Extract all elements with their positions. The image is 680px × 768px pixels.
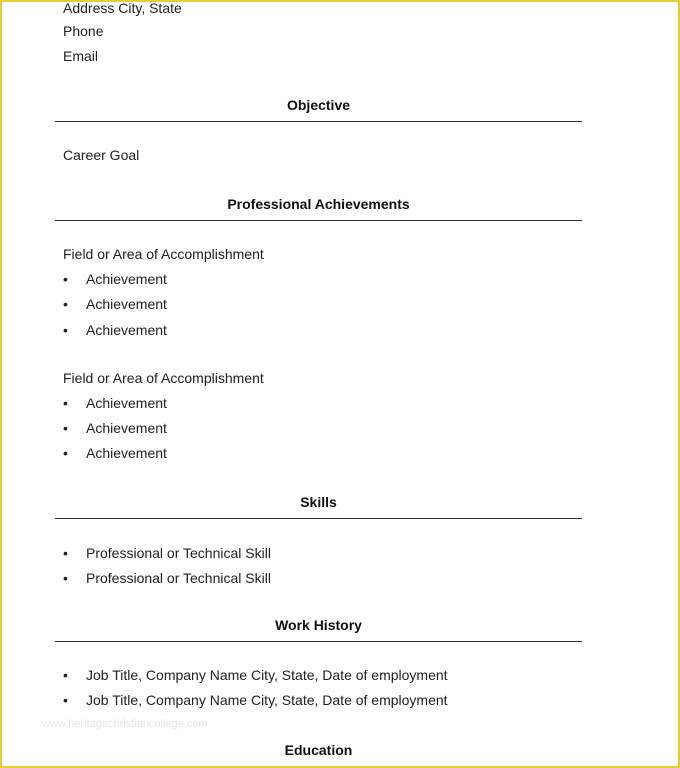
achievements-heading: Professional Achievements [227,196,410,212]
achievement-item [63,295,167,313]
work-history-item [63,691,448,709]
achievement-item [63,270,167,288]
contact-address: Address City, State [63,0,182,16]
bullet-icon: • [63,570,68,586]
career-goal-text: Career Goal [63,147,140,163]
achievement-label: Achievement [86,420,167,436]
achievement-label: Achievement [86,322,167,338]
job-entry-label: Job Title, Company Name City, State, Date of employment [86,667,448,683]
achievement-label: Achievement [86,395,167,411]
achievement-field-1: Field or Area of Accomplishment [63,246,264,262]
bullet-icon: • [63,271,68,287]
contact-phone: Phone [63,23,104,39]
work-history-heading: Work History [275,617,362,633]
skill-item [63,569,271,587]
achievement-item [63,394,167,412]
achievement-item [63,444,167,462]
watermark-text: www.heritagechristiancollege.com [42,718,208,730]
bullet-icon: • [63,296,68,312]
bullet-icon: • [63,667,68,683]
objective-heading: Objective [286,97,351,113]
education-heading: Education [284,742,353,758]
objective-divider [55,121,582,122]
achievement-label: Achievement [86,445,167,461]
achievement-label: Achievement [86,296,167,312]
bullet-icon: • [63,322,68,338]
skill-label: Professional or Technical Skill [86,545,271,561]
bullet-icon: • [63,692,68,708]
achievement-label: Achievement [86,271,167,287]
achievement-field-2: Field or Area of Accomplishment [63,370,264,386]
achievements-divider [55,220,582,221]
contact-email: Email [63,48,99,64]
skills-divider [55,518,582,519]
bullet-icon: • [63,545,68,561]
skills-heading: Skills [300,494,337,510]
bullet-icon: • [63,445,68,461]
bullet-icon: • [63,420,68,436]
skill-item [63,544,271,562]
achievement-item [63,321,167,339]
job-entry-label: Job Title, Company Name City, State, Date of employment [86,692,448,708]
work-history-divider [55,641,582,642]
achievement-item [63,419,167,437]
work-history-item [63,666,448,684]
bullet-icon: • [63,395,68,411]
skill-label: Professional or Technical Skill [86,570,271,586]
